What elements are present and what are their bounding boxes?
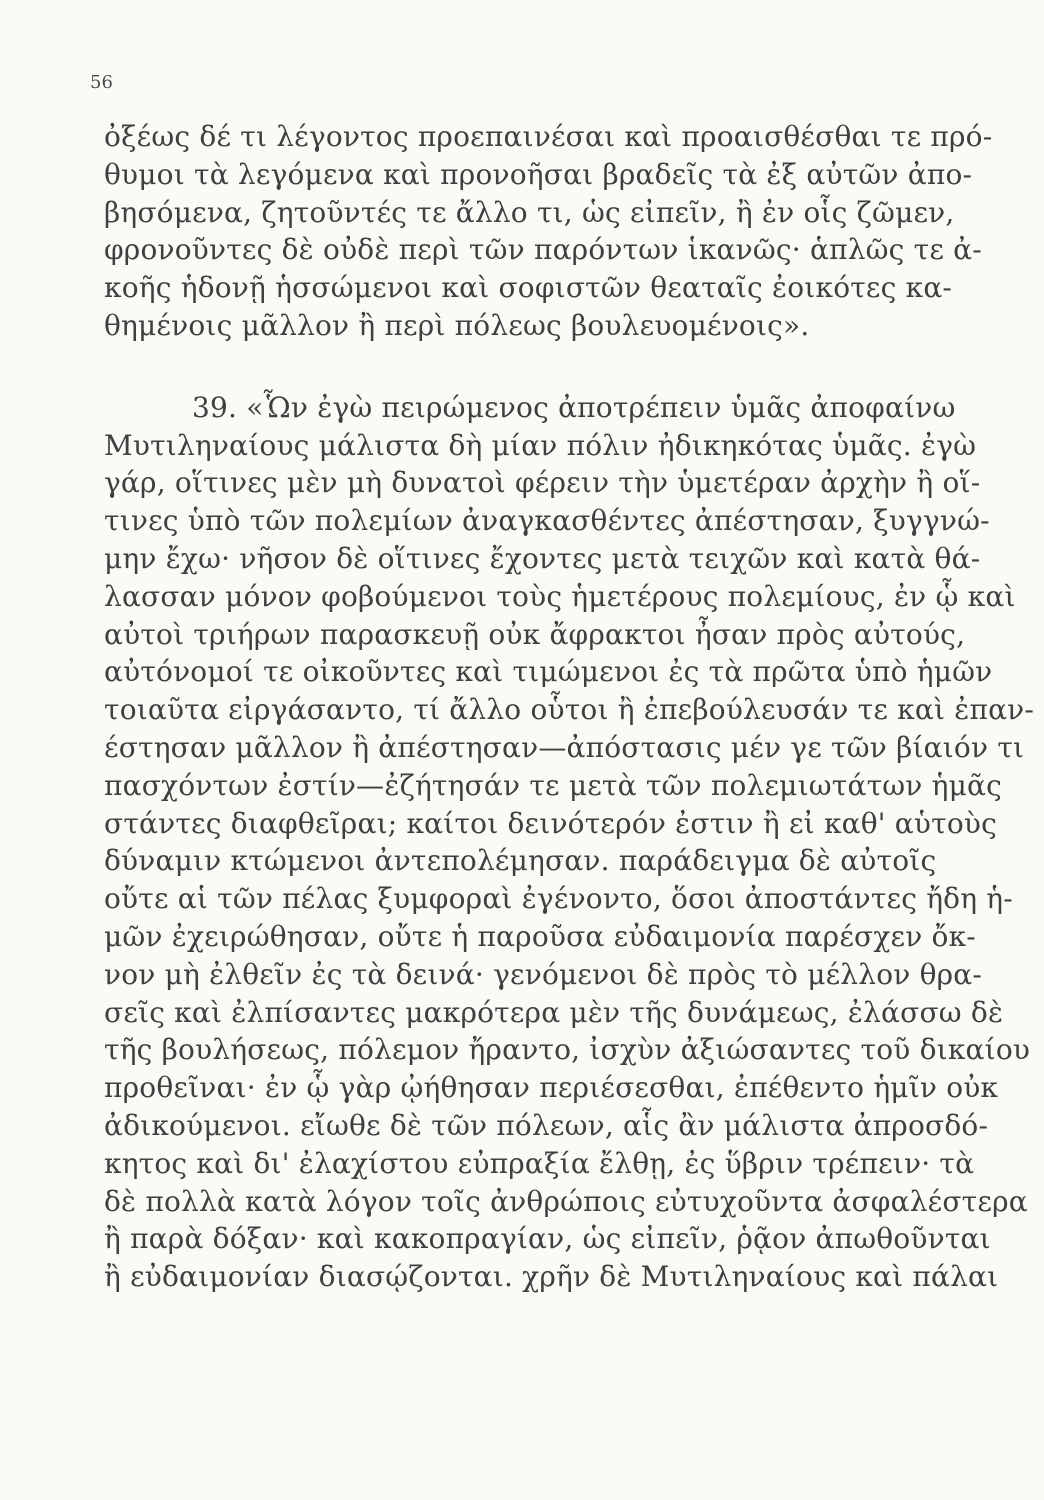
- text-line: γάρ, οἵτινες μὲν μὴ δυνατοὶ φέρειν τὴν ὑμετέραν ἀρχὴν ἢ οἵ-: [104, 466, 981, 500]
- text-line: τῆς βουλήσεως, πόλεμον ἤραντο, ἰσχὺν ἀξιώσαντες τοῦ δικαίου: [104, 1033, 1031, 1067]
- body-text: [104, 118, 1035, 1296]
- page-number: 56: [90, 72, 113, 93]
- text-line: θημένοις μᾶλλον ἢ περὶ πόλεως βουλευομένοις».: [104, 308, 810, 342]
- text-line: κητος καὶ δι' ἐλαχίστου εὐπραξία ἔλθῃ, ἐς ὕβριν τρέπειν· τὰ: [104, 1146, 975, 1180]
- text-line: αὐτόνομοί τε οἰκοῦντες καὶ τιμώμενοι ἐς τὰ πρῶτα ὑπὸ ἡμῶν: [104, 655, 993, 689]
- text-line: μῶν ἐχειρώθησαν, οὔτε ἡ παροῦσα εὐδαιμονία παρέσχεν ὄκ-: [104, 919, 976, 953]
- text-line: οὔτε αἱ τῶν πέλας ξυμφοραὶ ἐγένοντο, ὅσοι ἀποστάντες ἤδη ἡ-: [104, 882, 1013, 916]
- text-line: νον μὴ ἐλθεῖν ἐς τὰ δεινά· γενόμενοι δὲ πρὸς τὸ μέλλον θρα-: [104, 957, 983, 991]
- paragraph-38-end: [104, 118, 994, 345]
- text-line: δὲ πολλὰ κατὰ λόγον τοῖς ἀνθρώποις εὐτυχοῦντα ἀσφαλέστερα: [104, 1184, 1028, 1218]
- text-line: μην ἔχω· νῆσον δὲ οἵτινες ἔχοντες μετὰ τειχῶν καὶ κατὰ θά-: [104, 541, 981, 575]
- text-line: κοῆς ἡδονῇ ἡσσώμενοι καὶ σοφιστῶν θεαταῖς ἐοικότες κα-: [104, 271, 953, 305]
- text-line: βησόμενα, ζητοῦντές τε ἄλλο τι, ὡς εἰπεῖν, ἢ ἐν οἷς ζῶμεν,: [104, 195, 955, 229]
- text-line: ἢ εὐδαιμονίαν διασῴζονται. χρῆν δὲ Μυτιληναίους καὶ πάλαι: [104, 1260, 999, 1294]
- text-line: 39. «Ὧν ἐγὼ πειρώμενος ἀποτρέπειν ὑμᾶς ἀποφαίνω: [192, 390, 956, 424]
- text-line: λασσαν μόνον φοβούμενοι τοὺς ἡμετέρους πολεμίους, ἐν ᾧ καὶ: [104, 579, 1016, 613]
- text-line: δύναμιν κτώμενοι ἀντεπολέμησαν. παράδειγμα δὲ αὐτοῖς: [104, 844, 937, 878]
- text-line: έστησαν μᾶλλον ἢ ἀπέστησαν—ἀπόστασις μέν γε τῶν βίαιόν τι: [104, 730, 1025, 764]
- text-line: πασχόντων ἐστίν—ἐζήτησάν τε μετὰ τῶν πολεμιωτάτων ἡμᾶς: [104, 768, 1002, 802]
- text-line: σεῖς καὶ ἐλπίσαντες μακρότερα μὲν τῆς δυνάμεως, ἐλάσσω δὲ: [104, 995, 1004, 1029]
- text-line: Μυτιληναίους μάλιστα δὴ μίαν πόλιν ἠδικηκότας ὑμᾶς. ἐγὼ: [104, 428, 977, 462]
- text-line: τοιαῦτα εἰργάσαντο, τί ἄλλο οὗτοι ἢ ἐπεβούλευσάν τε καὶ ἐπαν-: [104, 693, 1035, 727]
- text-line: αὐτοὶ τριήρων παρασκευῇ οὐκ ἄφρακτοι ἦσαν πρὸς αὐτούς,: [104, 617, 966, 651]
- text-line: θυμοι τὰ λεγόμενα καὶ προνοῆσαι βραδεῖς τὰ ἐξ αὐτῶν ἀπο-: [104, 157, 973, 191]
- text-line: ἀδικούμενοι. εἴωθε δὲ τῶν πόλεων, αἷς ἂν μάλιστα ἀπροσδό-: [104, 1108, 989, 1142]
- text-line: φρονοῦντες δὲ οὐδὲ περὶ τῶν παρόντων ἱκανῶς· ἁπλῶς τε ἀ-: [104, 233, 982, 267]
- paragraph-gap: [104, 345, 994, 389]
- paragraph-39: [104, 389, 1035, 1296]
- text-line: ἢ παρὰ δόξαν· καὶ κακοπραγίαν, ὡς εἰπεῖν, ῥᾷον ἀπωθοῦνται: [104, 1222, 991, 1256]
- text-line: ὀξέως δέ τι λέγοντος προεπαινέσαι καὶ προαισθέσθαι τε πρό-: [104, 120, 993, 153]
- text-line: προθεῖναι· ἐν ᾧ γὰρ ᾠήθησαν περιέσεσθαι, ἐπέθεντο ἡμῖν οὐκ: [104, 1071, 999, 1105]
- text-line: στάντες διαφθεῖραι; καίτοι δεινότερόν ἐστιν ἢ εἰ καθ' αὑτοὺς: [104, 806, 997, 840]
- text-line: τινες ὑπὸ τῶν πολεμίων ἀναγκασθέντες ἀπέστησαν, ξυγγνώ-: [104, 504, 990, 538]
